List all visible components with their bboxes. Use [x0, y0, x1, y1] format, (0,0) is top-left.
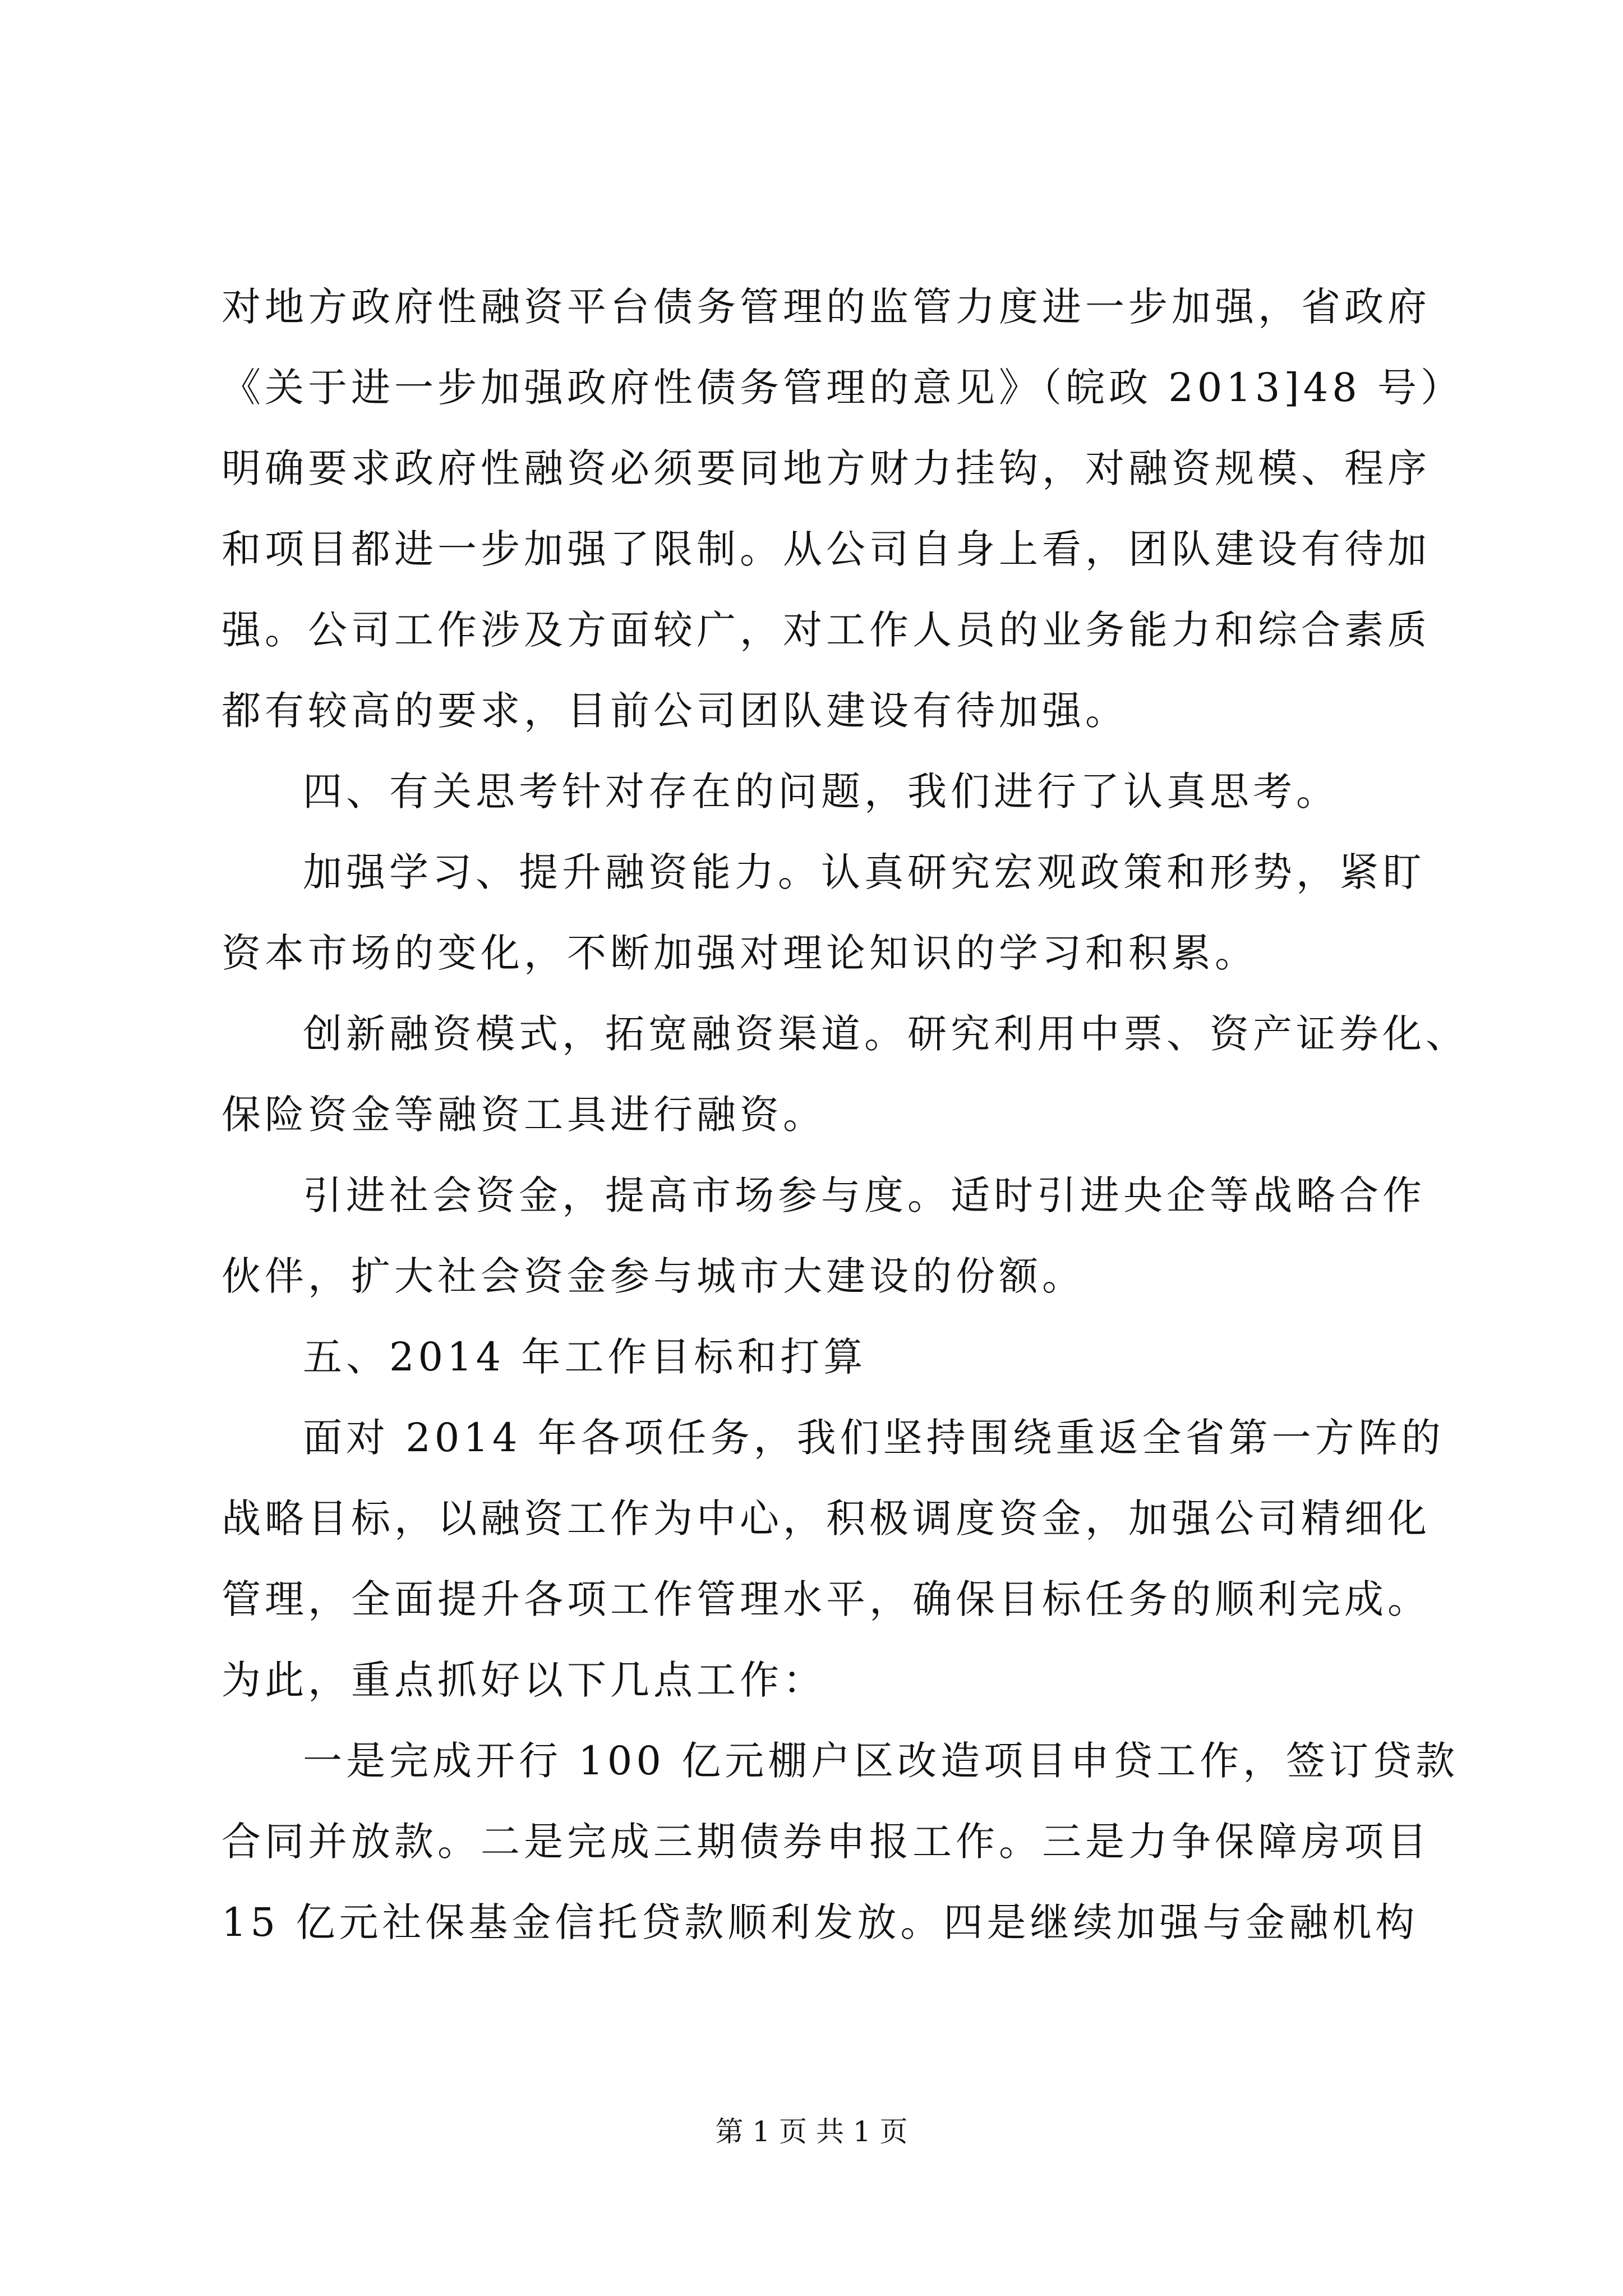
text-line: 强。公司工作涉及方面较广，对工作人员的业务能力和综合素质 — [222, 607, 1431, 653]
text-line: 《关于进一步加强政府性债务管理的意见》（皖政 2013]48 号） — [222, 365, 1464, 411]
text-line: 为此，重点抓好以下几点工作： — [222, 1657, 826, 1703]
document-body — [222, 266, 1469, 1963]
text-line: 战略目标，以融资工作为中心，积极调度资金，加强公司精细化 — [222, 1496, 1431, 1542]
text-line: 都有较高的要求，目前公司团队建设有待加强。 — [222, 688, 1128, 734]
text-line: 保险资金等融资工具进行融资。 — [222, 1092, 826, 1138]
text-line: 创新融资模式，拓宽融资渠道。研究利用中票、资产证券化、 — [303, 1011, 1469, 1057]
text-line: 明确要求政府性融资必须要同地方财力挂钩，对融资规模、程序 — [222, 445, 1431, 491]
text-line: 四、有关思考针对存在的问题，我们进行了认真思考。 — [303, 769, 1339, 815]
page-footer: 第 1 页 共 1 页 — [715, 2115, 908, 2148]
text-line: 一是完成开行 100 亿元棚户区改造项目申贷工作，签订贷款 — [303, 1738, 1459, 1784]
text-line: 五、2014 年工作目标和打算 — [303, 1334, 867, 1380]
text-line: 合同并放款。二是完成三期债券申报工作。三是力争保障房项目 — [222, 1819, 1431, 1865]
text-line: 面对 2014 年各项任务，我们坚持围绕重返全省第一方阵的 — [303, 1415, 1445, 1461]
text-line: 和项目都进一步加强了限制。从公司自身上看，团队建设有待加 — [222, 526, 1431, 572]
text-line: 资本市场的变化，不断加强对理论知识的学习和积累。 — [222, 930, 1258, 976]
text-line: 对地方政府性融资平台债务管理的监管力度进一步加强，省政府 — [222, 284, 1431, 330]
text-line: 伙伴，扩大社会资金参与城市大建设的份额。 — [222, 1253, 1085, 1299]
text-line: 管理，全面提升各项工作管理水平，确保目标任务的顺利完成。 — [222, 1576, 1431, 1622]
text-line: 引进社会资金，提高市场参与度。适时引进央企等战略合作 — [303, 1172, 1426, 1218]
text-line: 加强学习、提升融资能力。认真研究宏观政策和形势，紧盯 — [303, 849, 1426, 895]
text-line: 15 亿元社保基金信托贷款顺利发放。四是继续加强与金融机构 — [222, 1899, 1419, 1945]
